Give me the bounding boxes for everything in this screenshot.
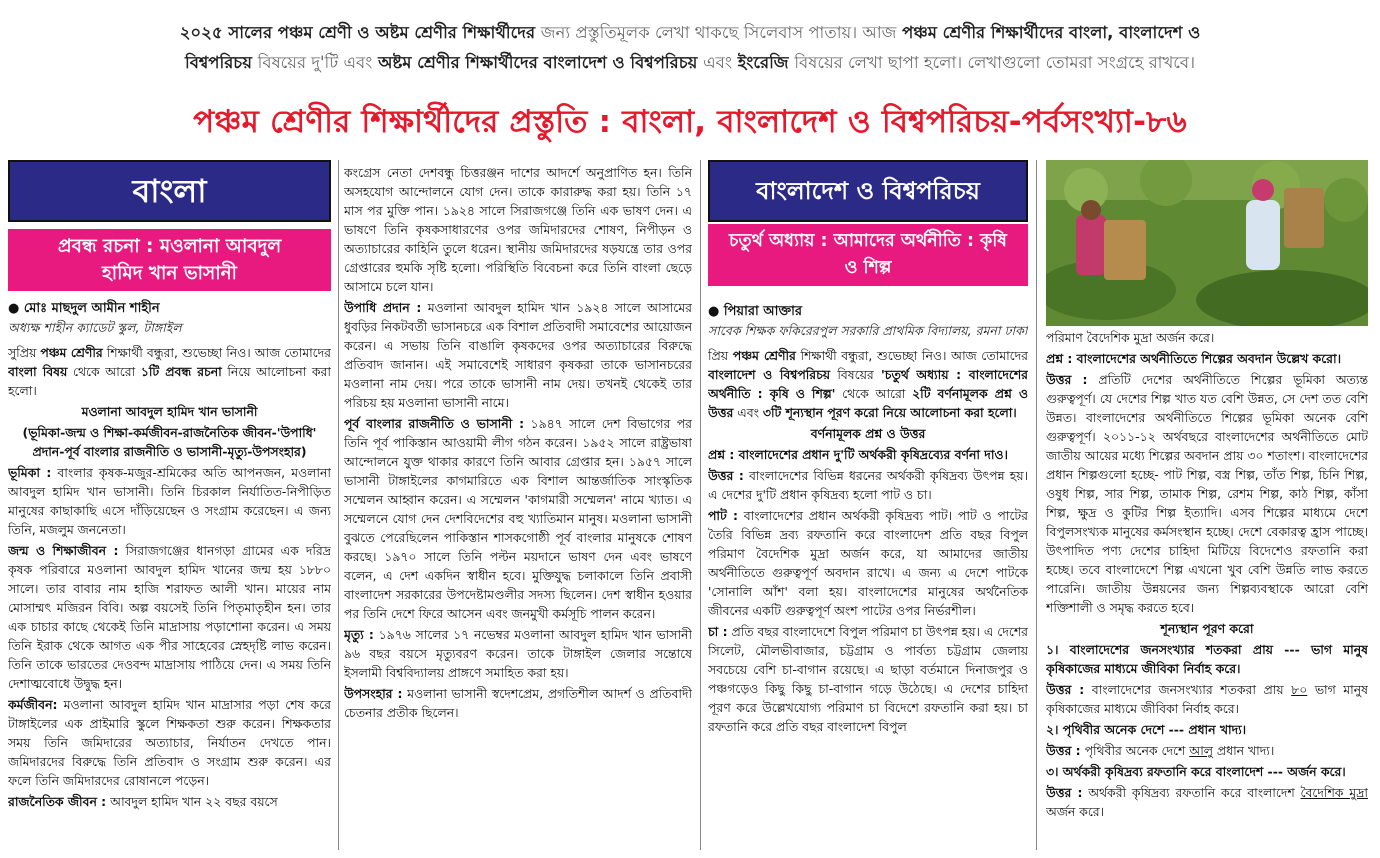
greet-bold: ১টি প্রবন্ধ রচনা [140,364,222,379]
intro-line1-b: জন্য প্রস্তুতিমূলক লেখা থাকছে সিলেবাস পাতায়। আজ [540,23,897,42]
greet-text: শিক্ষার্থী বন্ধুরা, শুভেচ্ছা নিও। আজ তোমাদের [106,345,331,360]
fill-question: ১। বাংলাদেশের জনসংখ্যার শতকরা প্রায় --- ভাগ মানুষ কৃষিকাজের মাধ্যমে জীবিকা নির্বাহ করে। [1046,642,1368,676]
answer-text: অর্জন করে। [1046,804,1105,819]
paragraph-text: ১৯৭৬ সালের ১৭ নভেম্বর মওলানা আবদুল হামিদ খান ভাসানী ৯৬ বছর বয়সে মৃত্যুবরণ করেন। তাকে টাঙ্গাইল জেলার সন্তোষে ইসলামী বিশ্ববিদ্যালয় প্রাঙ্গণে সমাহিত করা হয়। [344,627,692,680]
intro-line2-f: বিষয়ের লেখা ছাপা হলো। লেখাগুলো তোমরা সংগ্রহে রাখবে। [794,53,1196,72]
essay-title: মওলানা আবদুল হামিদ খান ভাসানী [81,404,258,419]
paragraph-text: মওলানা ভাসানী স্বদেশপ্রেম, প্রগতিশীল আদর্শ ও প্রতিবাদী চেতনার প্রতীক ছিলেন। [344,686,692,720]
qa-heading: বর্ণনামূলক প্রশ্ন ও উত্তর [810,426,926,441]
greeting-paragraph [708,346,1028,422]
greet-bold: ৩টি শূন্যস্থান পূরণ করো নিয়ে আলোচনা করা হলো। [762,405,1017,420]
greet-text: শিক্ষার্থী বন্ধুরা, শুভেচ্ছা নিও। আজ তোমাদের [800,348,1028,363]
paragraph-label: ভূমিকা : [8,465,52,480]
question-text: বাংলাদেশের প্রধান দু'টি অর্থকরী কৃষিদ্রব্যের বর্ণনা দাও। [738,447,1008,462]
paragraph-text: কংগ্রেস নেতা দেশবন্ধু চিত্তরঞ্জন দাশের আদর্শে অনুপ্রাণিত হন। তিনি অসহযোগ আন্দোলনে যোগ দেন। তাকে কারারুদ্ধ করা হয়। তিনি ১৭ মাস পর মুক্তি পান। ১৯২৪ সালে সিরাজগঞ্জে তিনি এক ভাষণ দেন। এ ভাষণে তিনি কৃষকসাধারণের ওপর জমিদারদের শোষণ, নিপীড়ন ও অত্যাচারের কাহিনি তুলে ধরেন। স্থানীয় জমিদারদের ষড়যন্ত্রে তার ওপর গ্রেপ্তারের হুমকি সৃষ্টি হলো। পরিস্থিতি বিবেচনা করে তিনি বাংলা ছেড়ে আসামে চলে যান। [344,165,692,294]
greet-bold: পঞ্চম শ্রেণীর [732,348,796,363]
intro-line1-c: পঞ্চম শ্রেণীর শিক্ষার্থীদের বাংলা, বাংলাদেশ ও [902,23,1201,42]
paragraph [344,684,692,722]
paragraph [708,506,1028,620]
essay-outline: (ভূমিকা-জন্ম ও শিক্ষা-কর্মজীবন-রাজনৈতিক জীবন-'উপাধি' প্রদান-পূর্ব বাংলার রাজনীতি ও ভাসানী-মৃত্যু-উপসংহার) [22,425,317,459]
answer-label: উত্তর : [708,468,744,483]
paragraph-label: উপসংহার : [344,686,403,701]
paragraph-label: পাট : [708,508,738,523]
paragraph-label: পূর্ব বাংলার রাজনীতি ও ভাসানী : [344,416,525,431]
paragraph-label: কর্মজীবন: [8,697,58,712]
question [1046,349,1368,368]
paragraph [344,625,692,682]
paragraph [344,163,692,296]
paragraph [344,298,692,412]
paragraph-text: পরিমাণ বৈদেশিক মুদ্রা অর্জন করে। [1046,330,1215,345]
column-bangladesh-world [708,160,1028,850]
answer-text: বাংলাদেশের জনসংখ্যার শতকরা প্রায় [1091,682,1284,697]
fill-answer [1046,783,1368,821]
fill-answer [1046,680,1368,718]
paragraph [8,541,331,693]
column-divider [1036,160,1037,850]
paragraph [344,414,692,623]
column-divider [700,160,701,850]
section-title-bangla: বাংলা [8,160,331,222]
paragraph [708,622,1028,736]
greet-text: থেকে আরো [842,386,906,401]
greet-text: প্রিয় [708,348,729,363]
answer-text: অর্থকরী কৃষিদ্রব্য রফতানি করে বাংলাদেশ [1088,785,1295,800]
greet-text: এবং [737,405,759,420]
answer-label: উত্তর : [1046,785,1083,800]
answer [708,466,1028,504]
answer-blank: বৈদেশিক মুদ্রা [1300,785,1368,800]
paragraph-label: মৃত্যু : [344,627,374,642]
greeting-paragraph [8,343,331,400]
intro-line2-a: বিশ্বপরিচয় [184,53,252,72]
answer-text: বাংলাদেশের বিভিন্ন ধরনের অর্থকরী কৃষিদ্রব্য উৎপন্ন হয়। এ দেশের দু'টি প্রধান কৃষিদ্রব্য হলো পাট ও চা। [708,468,1028,502]
intro-line2-e: ইংরেজি [737,53,789,72]
question [708,445,1028,464]
fill-answer [1046,741,1368,760]
paragraph [8,695,331,790]
fill-question: ২। পৃথিবীর অনেক দেশে --- প্রধান খাদ্য। [1046,722,1247,737]
paragraph [8,792,331,811]
paragraph-label: রাজনৈতিক জীবন : [8,794,107,809]
paragraph-text: মওলানা আবদুল হামিদ খান ১৯২৪ সালে আসামের ধুবড়ির নিকটবর্তী ভাসানচরে এক বিশাল প্রতিবাদী সমাবেশের আয়োজন করেন। এ সভায় তিনি বাঙালি কৃষকদের ওপর অত্যাচারের বিরুদ্ধে প্রতিবাদ জানান। এই সমাবেশেই সাধারণ কৃষকরা তাকে ভাসানচরের মওলানা নাম দেয়। পরে তাকে ভাসানী নাম দেয়। তখনই থেকেই তার পরিচয় হয় মওলানা ভাসানী নামে। [344,300,692,410]
question-text: বাংলাদেশের অর্থনীতিতে শিল্পের অবদান উল্লেখ করো। [1076,351,1342,366]
page-headline: পঞ্চম শ্রেণীর শিক্ষার্থীদের প্রস্তুতি : বাংলা, বাংলাদেশ ও বিশ্বপরিচয়-পর্বসংখ্যা-৮৬ [193,104,1187,140]
greet-bold: পঞ্চম শ্রেণীর [40,345,103,360]
paragraph-text: মওলানা আবদুল হামিদ খান মাদ্রাসার পড়া শেষ করে টাঙ্গাইলের এক প্রাইমারি স্কুলে শিক্ষকতা শুরু করেন। শিক্ষকতার সময় তিনি জমিদারের অত্যাচার, নির্যাতন দেখতে পান। জমিদারদের বিরুদ্ধে তিনি প্রতিবাদ ও সংগ্রাম শুরু করেন। এর ফলে তিনি জমিদারদের রোষানলে পড়েন। [8,697,331,788]
section-title-bangladesh: বাংলাদেশ ও বিশ্বপরিচয় [708,160,1028,222]
question-label: প্রশ্ন : [1046,351,1073,366]
paragraph-text: ১৯৪৭ সালে দেশ বিভাগের পর তিনি পূর্ব পাকিস্তান আওয়ামী লীগ গঠন করেন। ১৯৫২ সালে রাষ্ট্রভাষা আন্দোলনে যুক্ত থাকার কারণে তিনি আবার গ্রেপ্তার হন। ১৯৫৭ সালে ভাসানী টাঙ্গাইলের কাগমারিতে এক বিশাল আন্তর্জাতিক সাংস্কৃতিক সম্মেলন আহ্বান করেন। এ সম্মেলন 'কাগমারী সম্মেলন' নামে খ্যাত। এ সম্মেলনে যোগ দেন দেশবিদেশের বহু খ্যাতিমান মানুষ। মওলানা ভাসানী বুঝতে পেরেছিলেন পাকিস্তান শাসকগোষ্ঠী পূর্ব বাংলার মানুষকে শোষণ করছে। ১৯৭০ সালে তিনি পল্টন ময়দানে ভাষণ দেন এবং ভাষণে বলেন, এ দেশ একদিন স্বাধীন হবে। মুক্তিযুদ্ধ চলাকালে তিনি প্রবাসী বাংলাদেশ সরকারের উপদেষ্টামণ্ডলীর সদস্য ছিলেন। দেশ স্বাধীন হওয়ার পর তিনি দেশে ফিরে আসেন এবং জনমুখী কর্মসূচি পালন করেন। [344,416,692,621]
greet-bold: 'চতুর্থ অধ্যায় : বাংলাদেশের অর্থনীতি : কৃষি ও শিল্প' [708,367,1028,401]
question-label: প্রশ্ন : [708,447,735,462]
answer-label: উত্তর : [1046,682,1085,697]
author-name: ● পিয়ারা আক্তার [708,304,802,319]
answer-text: পৃথিবীর অনেক দেশে [1084,743,1186,758]
subtitle-essay: প্রবন্ধ রচনা : মওলানা আবদুল হামিদ খান ভাসানী [8,229,331,291]
answer-blank: ৮০ [1291,682,1308,697]
column-bangla-continued [344,163,692,853]
author-name: ● মোঃ মাছদুল আমীন শাহীন [8,301,160,316]
column-bangla [8,160,331,850]
column-divider [338,160,339,850]
paragraph-text: বাংলাদেশের প্রধান অর্থকরী কৃষিদ্রব্য পাট। পাট ও পাটের তৈরি বিভিন্ন দ্রব্য রফতানি করে বাংলাদেশ প্রতি বছর বিপুল পরিমাণ বৈদেশিক মুদ্রা অর্জন করে, যা আমাদের জাতীয় অর্থনীতিতে গুরুত্বপূর্ণ অবদান রাখে। এ জন্য এ দেশে পাটকে 'সোনালি আঁশ' বলা হয়। বাংলাদেশের মানুষের অর্থনৈতিক জীবনের একটি গুরুত্বপূর্ণ অংশ পাটের ওপর নির্ভরশীল। [708,508,1028,618]
paragraph-text: সিরাজগঞ্জের ধানগড়া গ্রামের এক দরিদ্র কৃষক পরিবারে মওলানা আবদুল হামিদ খানের জন্ম হয় ১৮৮০ সালে। তার বাবার নাম হাজি শরাফত আলী খান। মায়ের নাম মোসাম্মৎ মজিরন বিবি। অল্প বয়সেই তিনি পিতৃমাতৃহীন হন। তার এক চাচার কাছে থেকেই তিনি মাদ্রাসায় পড়াশোনা করেন। এ সময় তিনি ইরাক থেকে আগত এক পীর সাহেবের স্নেহদৃষ্টি লাভ করেন। তিনি তাকে ভারতের দেওবন্দ মাদ্রাসায় পাঠিয়ে দেন। এ সময় তিনি দেশাত্মবোধে উদ্বুদ্ধ হন। [8,543,331,691]
answer-text: প্রতিটি দেশের অর্থনীতিতে শিল্পের ভূমিকা অত্যন্ত গুরুত্বপূর্ণ। যে দেশের শিল্প খাত যত বেশি উন্নত, সে দেশ তত বেশি উন্নত। বাংলাদেশের অর্থনীতিতে শিল্পের ভূমিকা অনেক বেশি গুরুত্বপূর্ণ। ২০১১-১২ অর্থবছরে বাংলাদেশের অর্থনীতিতে মোট জাতীয় আয়ের মধ্যে শিল্পের অবদান প্রায় ৩০ শতাংশ। বাংলাদেশের প্রধান শিল্পগুলো হচ্ছে- পাট শিল্প, বস্ত্র শিল্প, তাঁত শিল্প, চিনি শিল্প, ওষুধ শিল্প, সার শিল্প, তামাক শিল্প, রেশম শিল্প, কাঠ শিল্প, কাঁসা শিল্প, ক্ষুদ্র ও কুটির শিল্প ইত্যাদি। এসব শিল্পের মাধ্যমে দেশে বিপুলসংখ্যক মানুষের কর্মসংস্থান হচ্ছে। দেশে বেকারত্ব হ্রাস পাচ্ছে। উৎপাদিত পণ্য দেশের চাহিদা মিটিয়ে বিদেশেও রফতানি করা হচ্ছে। তবে বাংলাদেশে শিল্প এখনো খুব বেশি উন্নতি লাভ করতে পারেনি। জাতীয় উন্নয়নের জন্য শিল্পব্যবস্থাকে আরো বেশি শক্তিশালী ও সমৃদ্ধ করতে হবে। [1046,372,1368,615]
intro-line2-c: অষ্টম শ্রেণীর শিক্ষার্থীদের বাংলাদেশ ও বিশ্বপরিচয় [378,53,698,72]
intro-line1-a: ২০২৫ সালের পঞ্চম শ্রেণী ও অষ্টম শ্রেণীর শিক্ষার্থীদের [179,23,536,42]
subtitle-chapter: চতুর্থ অধ্যায় : আমাদের অর্থনীতি : কৃষি ও শিল্প [708,224,1028,286]
answer-blank: আলু [1189,743,1213,758]
greet-bold: ২টি বর্ণনামূলক প্রশ্ন ও উত্তর [708,386,1028,420]
author-affiliation: সাবেক শিক্ষক ফকিরেরপুল সরকারি প্রাথমিক বিদ্যালয়, রমনা ঢাকা [708,323,1028,338]
greet-bold: বাংলাদেশ ও বিশ্বপরিচয় [708,367,831,382]
paragraph [8,463,331,539]
tea-workers-image [1046,160,1368,326]
fill-blanks-heading: শূন্যস্থান পূরণ করো [1160,621,1254,636]
intro-line2-d: এবং [703,53,732,72]
paragraph-text: বাংলার কৃষক-মজুর-শ্রমিকের অতি আপনজন, মওলানা আবদুল হামিদ খান ভাসানী। তিনি চিরকাল নির্যাতিত-নিপীড়িত মানুষের কাছাকাছি এসে দাঁড়িয়েছেন ও সংগ্রাম করেছেন। এ জন্য তিনি, মজলুম জননেতা। [8,465,331,537]
intro-line2-b: বিষয়ের দু'টি এবং [257,53,373,72]
greet-text: সুপ্রিয় [8,345,37,360]
column-bangladesh-continued [1046,160,1368,850]
paragraph-text: প্রতি বছর বাংলাদেশে বিপুল পরিমাণ চা উৎপন্ন হয়। এ দেশের সিলেট, মৌলভীবাজার, চট্টগ্রাম ও পার্বত্য চট্টগ্রাম জেলায় সবচেয়ে বেশি চা-বাগান রয়েছে। এ ছাড়া বর্তমানে দিনাজপুর ও পঞ্চগড়েও কিছু কিছু চা-বাগান গড়ে উঠেছে। এ দেশের চাহিদা পূরণ করে উল্লেখযোগ্য পরিমাণ চা বিদেশে রফতানি করা হয়। চা রফতানি করে প্রতি বছর বাংলাদেশ বিপুল [708,624,1028,734]
answer-text: প্রধান খাদ্য। [1216,743,1275,758]
answer-label: উত্তর : [1046,372,1088,387]
greet-bold: বাংলা বিষয় [8,364,68,379]
paragraph-label: উপাধি প্রদান : [344,300,422,315]
answer [1046,370,1368,617]
greet-text: নিয়ে আলোচনা করা হলো। [8,364,331,398]
answer-text: ভাগ মানুষ কৃষিকাজের মাধ্যমে জীবিকা নির্বাহ করে। [1046,682,1368,716]
fill-question: ৩। অর্থকরী কৃষিদ্রব্য রফতানি করে বাংলাদেশ --- অর্জন করে। [1046,764,1346,779]
intro-note [20,18,1360,78]
tea-garden-photo [1046,160,1368,326]
paragraph-label: জন্ম ও শিক্ষাজীবন : [8,543,119,558]
greet-text: থেকে আরো [72,364,136,379]
greet-text: বিষয়ের [837,367,874,382]
answer-label: উত্তর : [1046,743,1081,758]
author-affiliation: অধ্যক্ষ শাহীন ক্যাডেট স্কুল, টাঙ্গাইল [8,320,182,335]
paragraph-label: চা : [708,624,728,639]
paragraph-text: আবদুল হামিদ খান ২২ বছর বয়সে [110,794,278,809]
